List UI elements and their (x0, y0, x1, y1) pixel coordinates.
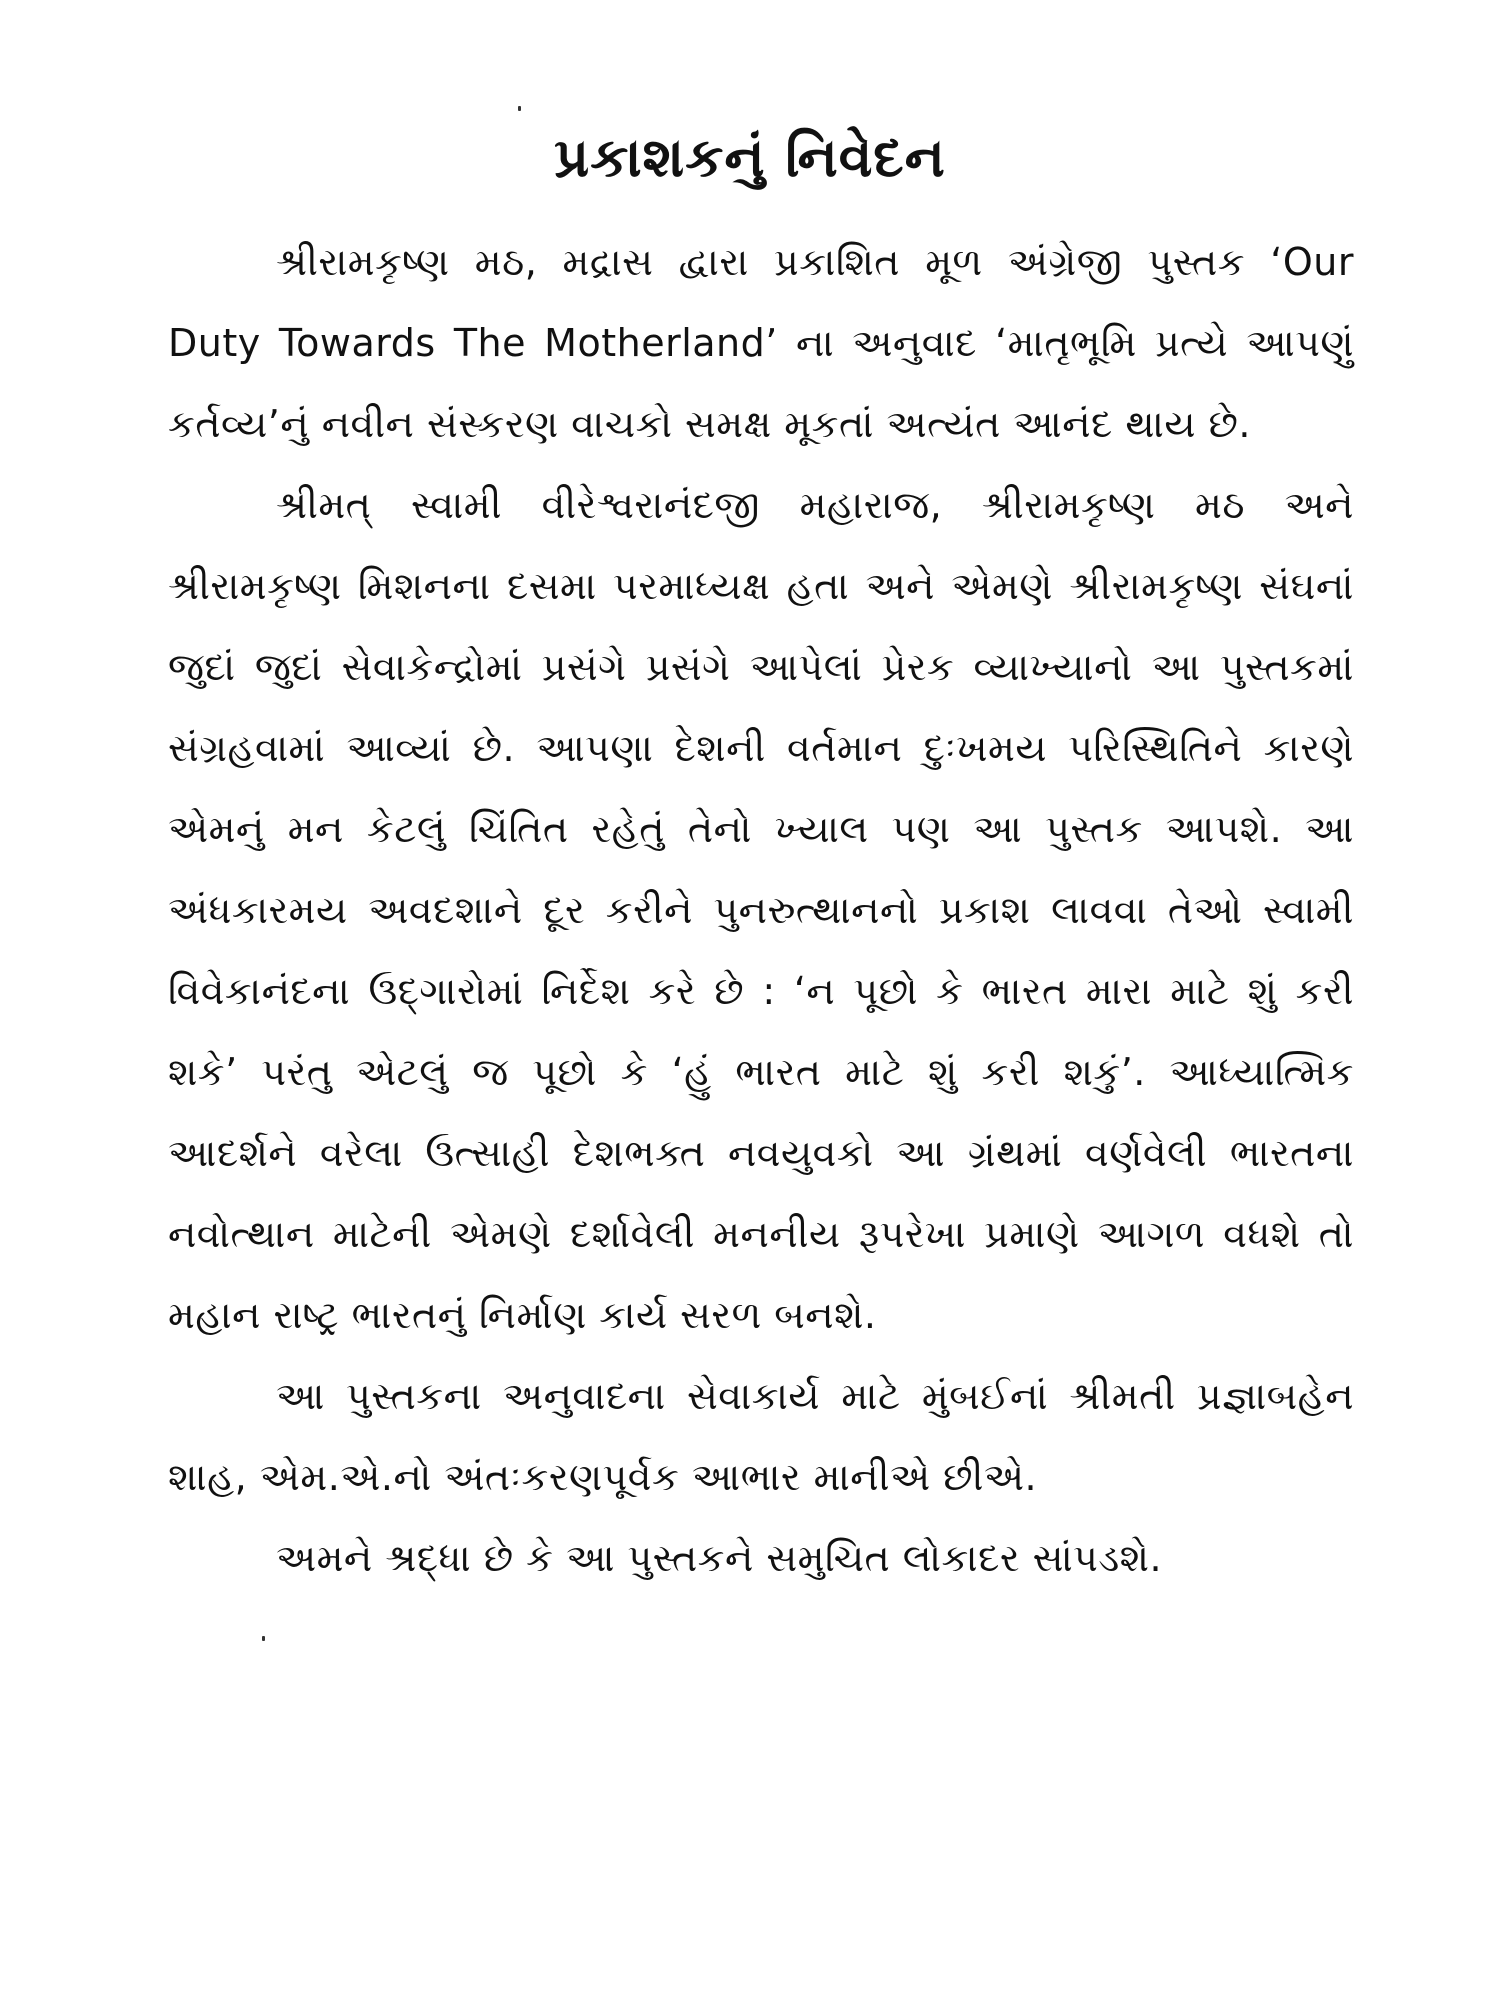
scan-speck (518, 106, 521, 111)
page-title: પ્રકાશકનું નિવેદન (554, 126, 946, 189)
paragraph-acknowledgement: આ પુસ્તકના અનુવાદના સેવાકાર્ય માટે મુંબઈનાં શ્રીમતી પ્રજ્ઞાબહેન શાહ, એમ.એ.નો અંતઃકરણપૂર્વક આભાર માનીએ છીએ. (168, 1374, 1354, 1499)
paragraph-main: શ્રીમત્ સ્વામી વીરેશ્વરાનંદજી મહારાજ, શ્રીરામકૃષ્ણ મઠ અને શ્રીરામકૃષ્ણ મિશનના દસમા પરમાધ્યક્ષ હતા અને એમણે શ્રીરામકૃષ્ણ સંઘનાં જુદાં જુદાં સેવાકેન્દ્રોમાં પ્રસંગે પ્રસંગે આપેલાં પ્રેરક વ્યાખ્યાનો આ પુસ્તકમાં સંગ્રહવામાં આવ્યાં છે. આપણા દેશની વર્તમાન દુઃખમય પરિસ્થિતિને કારણે એમનું મન કેટલું ચિંતિત રહેતું તેનો ખ્યાલ પણ આ પુસ્તક આપશે. આ અંધકારમય અવદશાને દૂર કરીને પુનરુત્થાનનો પ્રકાશ લાવવા તેઓ સ્વામી વિવેકાનંદના ઉદ્ગારોમાં નિર્દેશ કરે છે : ‘ન પૂછો કે ભારત મારા માટે શું કરી શકે’ પરંતુ એટલું જ પૂછો કે ‘હું ભારત માટે શું કરી શકું’. આધ્યાત્મિક આદર્શને વરેલા ઉત્સાહી દેશભક્ત નવયુવકો આ ગ્રંથમાં વર્ણવેલી ભારતના નવોત્થાન માટેની એમણે દર્શાવેલી મનનીય રૂપરેખા પ્રમાણે આગળ વધશે તો મહાન રાષ્ટ્ર ભારતનું નિર્માણ કાર્ય સરળ બનશે. (168, 483, 1354, 1337)
document-body (168, 222, 1354, 1599)
paragraph-intro: શ્રીરામકૃષ્ણ મઠ, મદ્રાસ દ્વારા પ્રકાશિત મૂળ અંગ્રેજી પુસ્તક ‘Our Duty Towards The Motherland’ ના અનુવાદ ‘માતૃભૂમિ પ્રત્યે આપણું કર્તવ્ય’નું નવીન સંસ્કરણ વાચકો સમક્ષ મૂકતાં અત્યંત આનંદ થાય છે. (168, 240, 1354, 446)
paragraph-closing: અમને શ્રદ્ધા છે કે આ પુસ્તકને સમુચિત લોકાદર સાંપડશે. (276, 1536, 1163, 1580)
scan-speck (262, 1636, 265, 1641)
